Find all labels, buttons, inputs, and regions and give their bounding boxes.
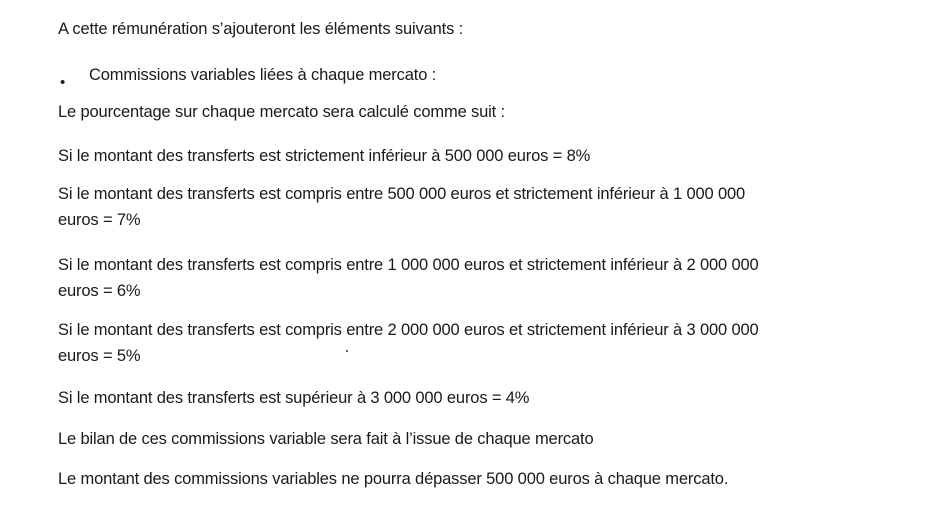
intro-text: A cette rémunération s’ajouteront les éléments suivants : [58,20,464,38]
tier-6-percent-line2: euros = 6% [58,282,141,300]
tier-5-percent-line2: euros = 5% [58,347,141,365]
tier-4-percent: Si le montant des transferts est supérieur à 3 000 000 euros = 4% [58,389,530,407]
scan-speck [346,350,348,352]
assessment-text: Le bilan de ces commissions variable sera fait à l’issue de chaque mercato [58,430,594,448]
calc-intro-text: Le pourcentage sur chaque mercato sera calculé comme suit : [58,103,505,121]
cap-text: Le montant des commissions variables ne pourra dépasser 500 000 euros à chaque mercato. [58,470,729,488]
tier-8-percent: Si le montant des transferts est strictement inférieur à 500 000 euros = 8% [58,147,591,165]
tier-7-percent-line1: Si le montant des transferts est compris entre 500 000 euros et strictement inférieur à 1 000 000 [58,185,746,203]
tier-6-percent-line1: Si le montant des transferts est compris entre 1 000 000 euros et strictement inférieur à 2 000 000 [58,256,759,274]
tier-7-percent-line2: euros = 7% [58,211,141,229]
tier-5-percent-line1: Si le montant des transferts est compris entre 2 000 000 euros et strictement inférieur à 3 000 000 [58,321,759,339]
bullet-icon: • [60,74,66,91]
bullet-item-text: Commissions variables liées à chaque mercato : [89,66,437,84]
